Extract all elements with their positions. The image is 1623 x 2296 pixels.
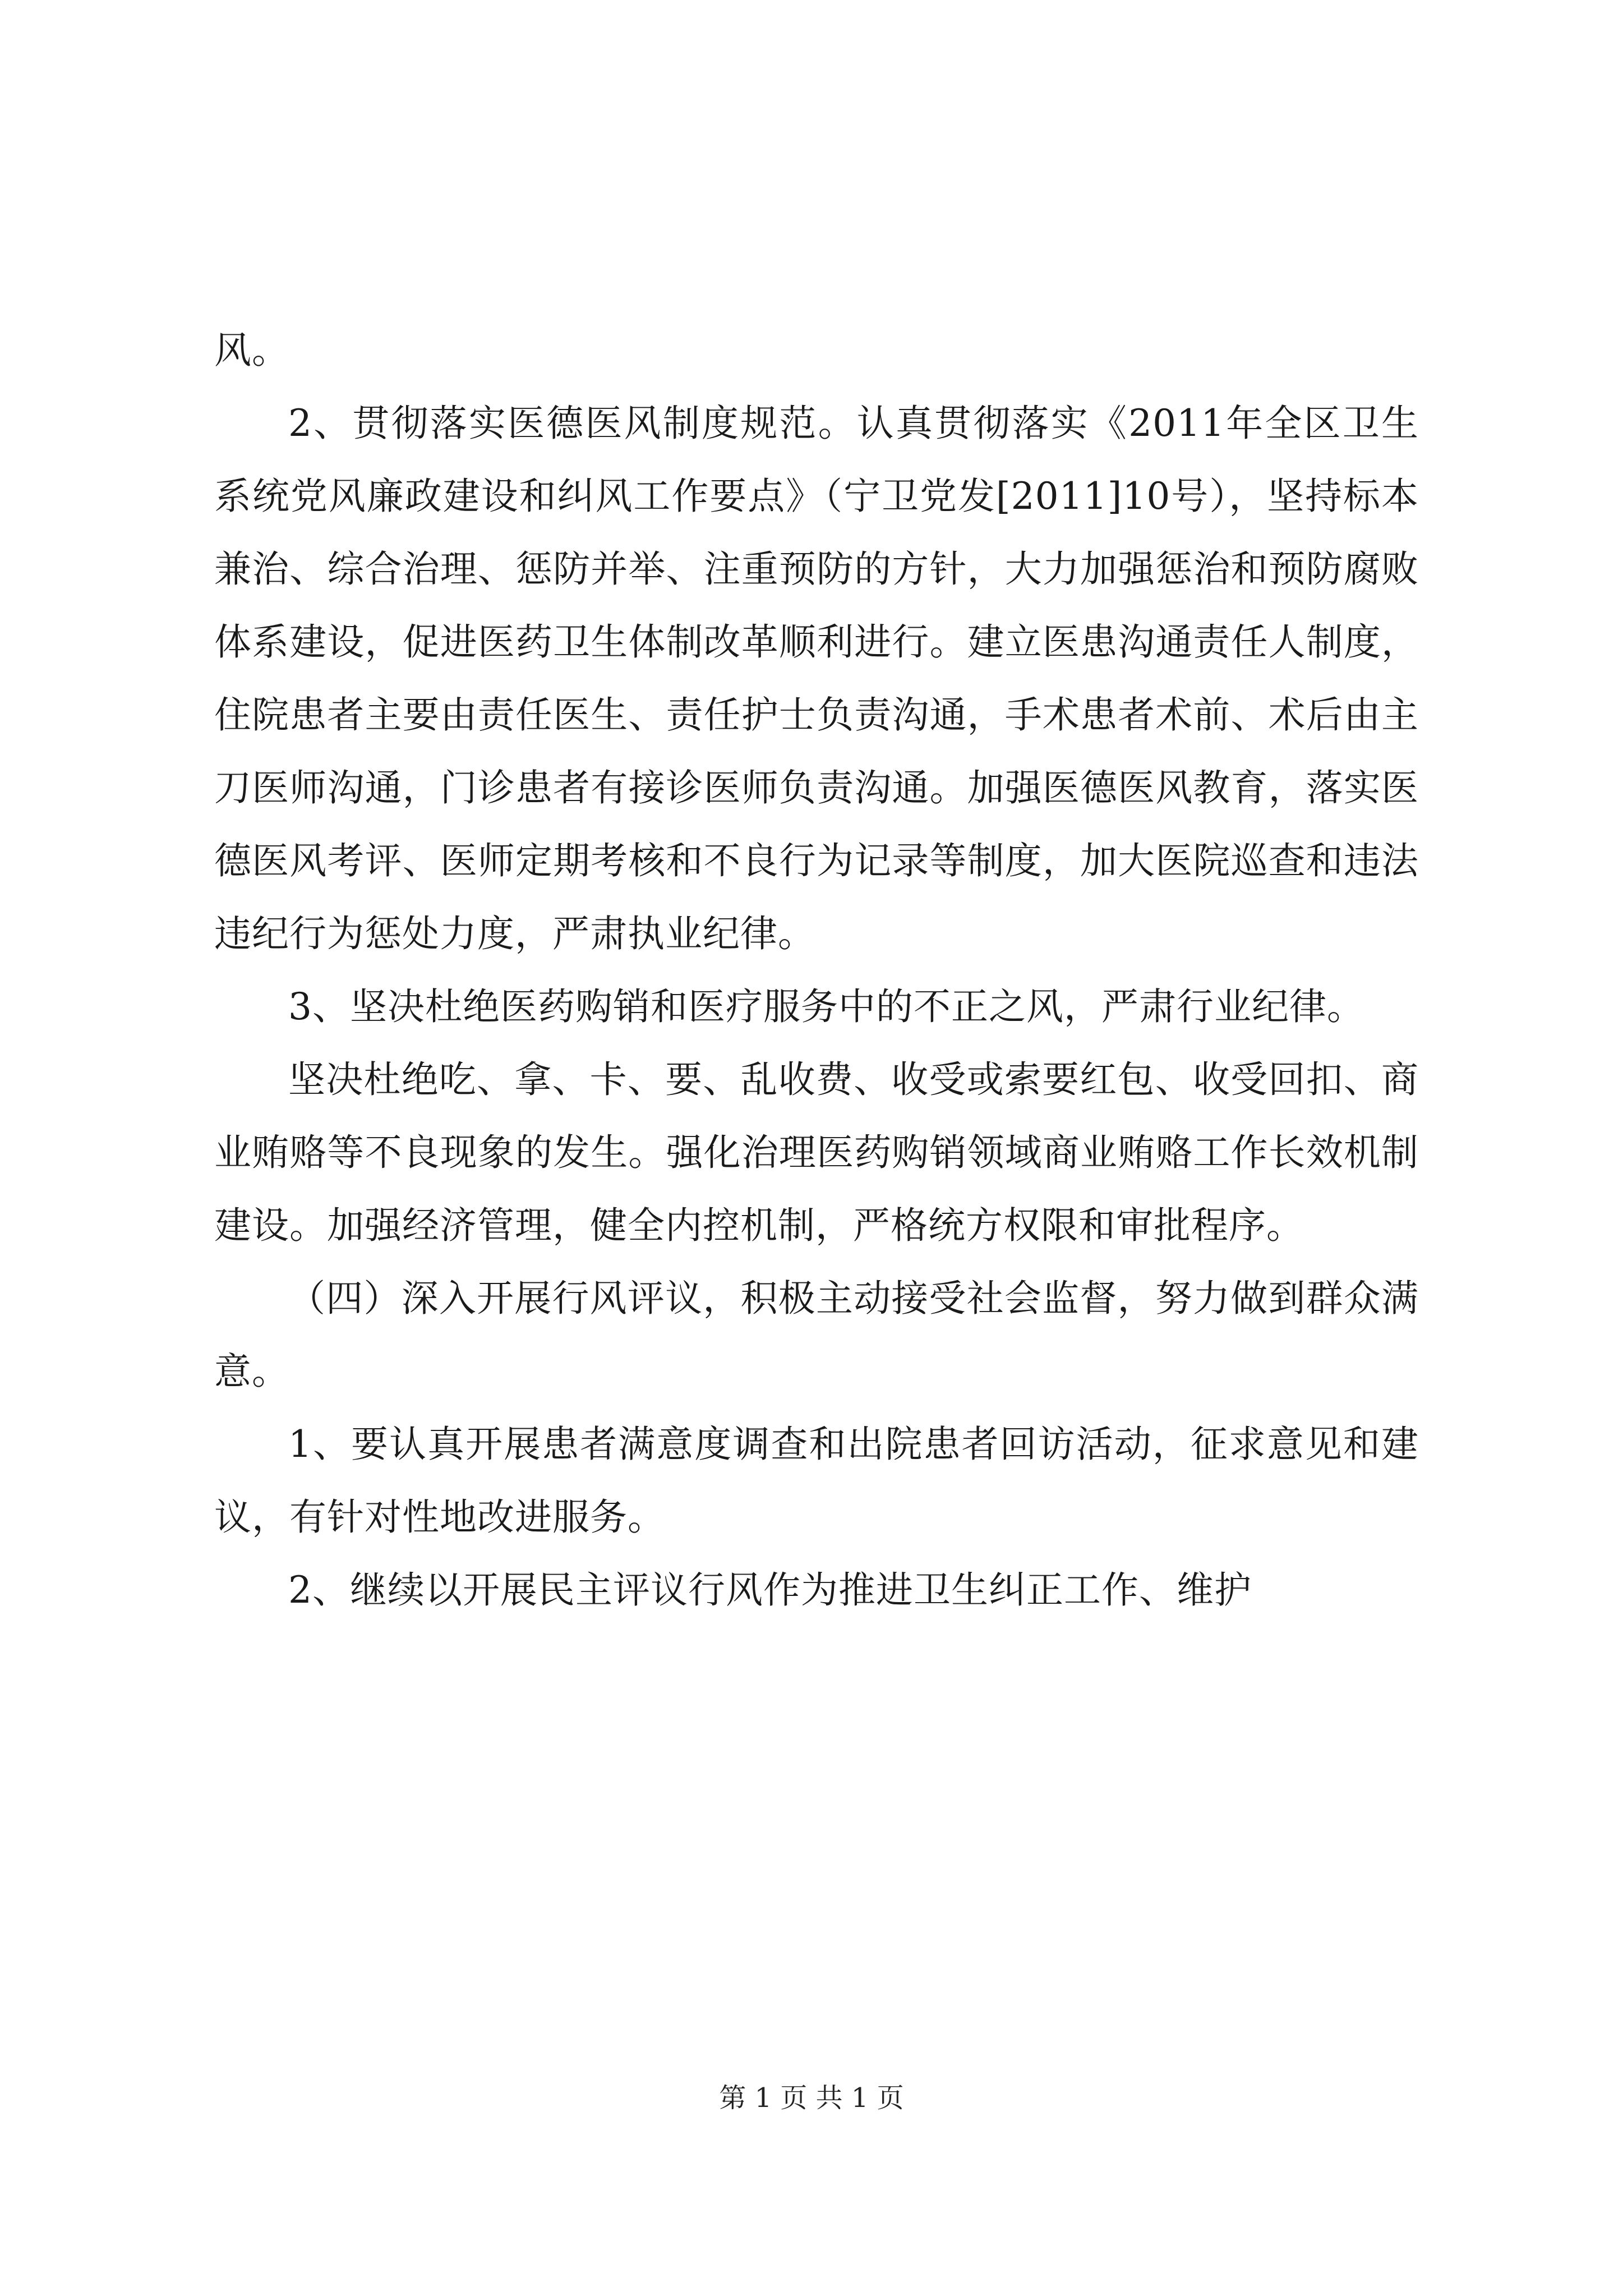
paragraph-item-3-detail: 坚决杜绝吃、拿、卡、要、乱收费、收受或索要红包、收受回扣、商业贿赂等不良现象的发生。强化治理医药购销领域商业贿赂工作长效机制建设。加强经济管理，健全内控机制，严格统方权限和审批程序。 — [214, 1058, 1419, 1247]
document-body — [214, 314, 1419, 1627]
paragraph-continuation: 风。 — [214, 329, 289, 372]
paragraph-item-4-2: 2、继续以开展民主评议行风作为推进卫生纠正工作、维护 — [288, 1568, 1252, 1612]
paragraph-item-2: 2、贯彻落实医德医风制度规范。认真贯彻落实《2011年全区卫生系统党风廉政建设和纠风工作要点》（宁卫党发[2011]10号），坚持标本兼治、综合治理、惩防并举、注重预防的方针，大力加强惩治和预防腐败体系建设，促进医药卫生体制改革顺利进行。建立医患沟通责任人制度，住院患者主要由责任医生、责任护士负责沟通，手术患者术前、术后由主刀医师沟通，门诊患者有接诊医师负责沟通。加强医德医风教育，落实医德医风考评、医师定期考核和不良行为记录等制度，加大医院巡查和违法违纪行为惩处力度，严肃执业纪律。 — [214, 402, 1419, 955]
paragraph-item-3: 3、坚决杜绝医药购销和医疗服务中的不正之风，严肃行业纪律。 — [288, 985, 1364, 1028]
section-heading-4: （四）深入开展行风评议，积极主动接受社会监督，努力做到群众满意。 — [214, 1277, 1419, 1393]
paragraph-item-4-1: 1、要认真开展患者满意度调查和出院患者回访活动，征求意见和建议，有针对性地改进服务。 — [214, 1423, 1419, 1539]
page-footer: 第 1 页 共 1 页 — [719, 2082, 904, 2114]
